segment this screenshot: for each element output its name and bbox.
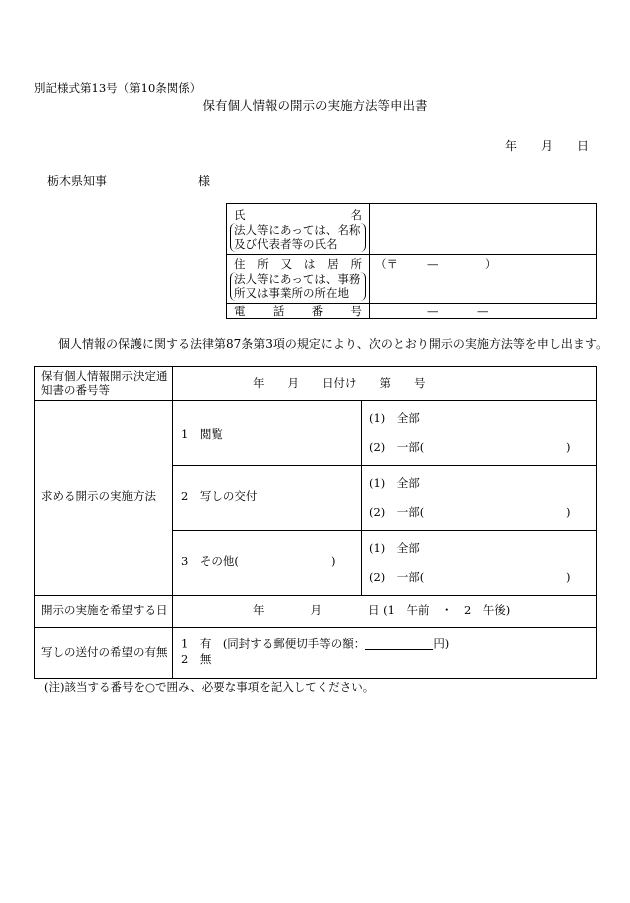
method-1-option-all[interactable]: (1) 全部: [369, 411, 420, 425]
method-3-partial-close: ): [566, 570, 571, 584]
phone-input-field[interactable]: [370, 304, 596, 319]
date-year: 年: [505, 139, 518, 153]
document-title: 保有個人情報の開示の実施方法等申出書: [202, 98, 428, 113]
addressee: 栃木県知事: [47, 174, 108, 188]
method-1-option-partial[interactable]: (2) 一部(: [369, 440, 425, 454]
request-table: [34, 366, 597, 679]
name-note-line-1: 法人等にあっては、名称: [234, 223, 361, 237]
name-note-line-2: 及び代表者等の氏名: [234, 237, 338, 251]
address-input-field[interactable]: [370, 255, 596, 302]
postal-code-prefix: （〒: [375, 257, 398, 271]
form-number: 別記様式第13号（第10条関係）: [34, 81, 202, 95]
mailing-option-no[interactable]: 2 無: [181, 652, 212, 666]
date-day: 日: [577, 139, 590, 153]
applicant-info-table: [226, 203, 597, 319]
mailing-label: 写しの送付の希望の有無: [41, 645, 168, 659]
phone-label: 電 話 番 号: [234, 304, 362, 318]
address-label: 住 所 又 は 居 所: [234, 257, 362, 271]
method-2-copy[interactable]: 2 写しの交付: [181, 489, 258, 503]
method-label: 求める開示の実施方法: [41, 489, 156, 503]
desired-date-label: 開示の実施を希望する日: [41, 603, 168, 617]
notice-number-label-2: 知書の番号等: [41, 383, 110, 397]
mailing-option-yes[interactable]: 1 有 (同封する郵便切手等の額： 円): [181, 636, 450, 651]
notice-number-value[interactable]: 年 月 日付け 第 号: [253, 376, 426, 390]
postal-code-close: ）: [485, 257, 497, 271]
address-note-line-1: 法人等にあっては、事務: [234, 272, 361, 286]
method-3-other[interactable]: 3 その他(: [181, 554, 239, 568]
method-1-partial-close: ): [566, 440, 571, 454]
method-3-option-all[interactable]: (1) 全部: [369, 541, 420, 555]
footnote: (注)該当する番号を○で囲み、必要な事項を記入してください。: [44, 680, 375, 694]
method-2-partial-close: ): [566, 505, 571, 519]
method-2-option-partial[interactable]: (2) 一部(: [369, 505, 425, 519]
name-label: 氏 名: [234, 208, 362, 222]
notice-number-label-1: 保有個人情報開示決定通: [41, 369, 168, 383]
postal-code-dash: —: [427, 257, 439, 271]
method-2-option-all[interactable]: (1) 全部: [369, 476, 420, 490]
method-1-view[interactable]: 1 閲覧: [181, 427, 223, 441]
address-note-line-2: 所又は事業所の所在地: [234, 286, 349, 300]
submission-date: [505, 140, 589, 152]
honorific: 様: [198, 174, 211, 188]
name-input-field[interactable]: [370, 205, 596, 253]
phone-dash-2: —: [477, 304, 489, 318]
desired-date-value[interactable]: 年 月 日 (1 午前 ・ 2 午後): [253, 603, 511, 617]
method-3-other-close: ): [331, 554, 336, 568]
date-month: 月: [541, 139, 554, 153]
method-3-option-partial[interactable]: (2) 一部(: [369, 570, 425, 584]
intro-statement: 個人情報の保護に関する法律第87条第3項の規定により、次のとおり開示の実施方法等を申し出ます。: [58, 337, 608, 351]
phone-dash-1: —: [427, 304, 439, 318]
stamp-amount-field[interactable]: [365, 638, 433, 650]
